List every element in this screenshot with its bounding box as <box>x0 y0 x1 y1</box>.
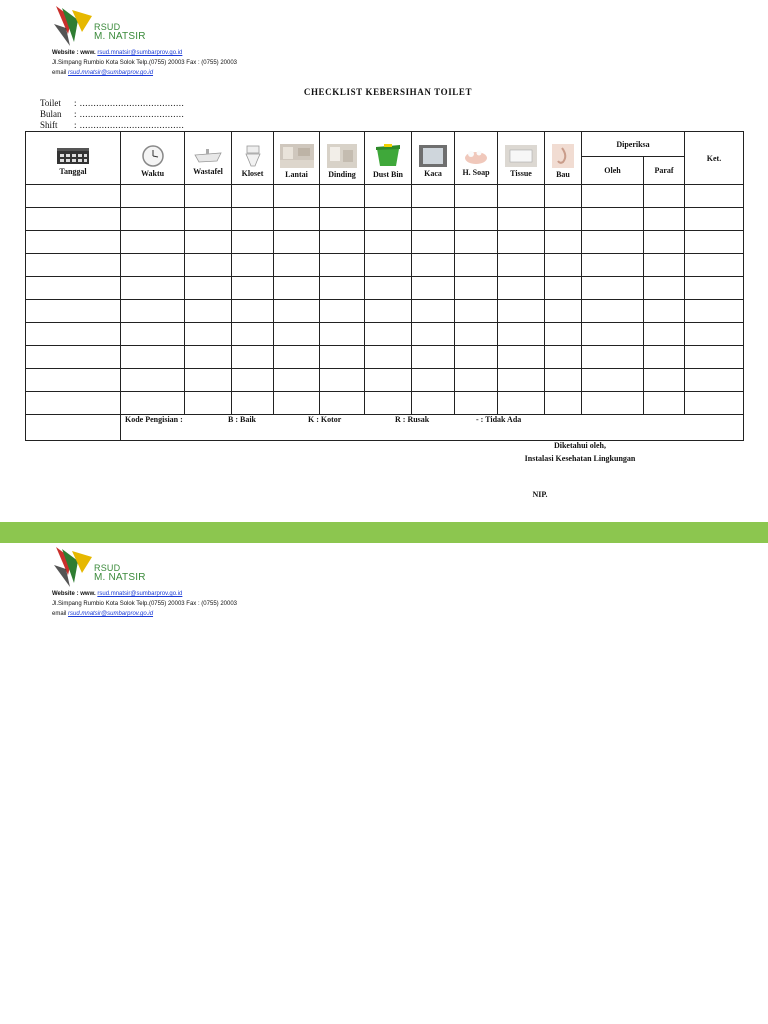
legend-blank-cell <box>26 415 121 441</box>
table-row <box>26 392 744 415</box>
col-dinding: Dinding <box>320 132 365 185</box>
logo <box>52 4 352 48</box>
form-title: CHECKLIST KEBERSIHAN TOILET <box>303 87 473 97</box>
legend-tidak-ada: - : Tidak Ada <box>476 415 522 424</box>
col-tissue: Tissue <box>498 132 545 185</box>
legend-kotor: K : Kotor <box>308 415 342 424</box>
address-text: Jl.Simpang Rumbio Kota Solok Telp.(0755) 20003 Fax : (0755) 20003 <box>52 601 238 607</box>
address-text: Jl.Simpang Rumbio Kota Solok Telp.(0755) 20003 Fax : (0755) 20003 <box>52 60 238 66</box>
hand-soap-icon <box>463 146 489 166</box>
email-link[interactable]: rsud.mnatsir@sumbarprov.go.id <box>68 611 154 617</box>
col-ket: Ket. <box>685 132 744 185</box>
table-row <box>26 185 744 208</box>
wall-icon <box>327 144 357 168</box>
hospital-logo-icon <box>52 545 96 589</box>
website-www: www. <box>80 591 96 597</box>
sink-icon <box>193 147 223 165</box>
smell-nose-icon <box>552 144 574 168</box>
page-separator-band <box>0 522 768 543</box>
website-link[interactable]: rsud.mnatsir@sumbarprov.go.id <box>97 50 183 56</box>
table-row <box>26 277 744 300</box>
col-waktu: Waktu <box>121 132 185 185</box>
legend-cell <box>121 415 744 441</box>
calendar-icon <box>56 147 90 165</box>
contact-info <box>52 589 352 619</box>
mirror-icon <box>419 145 447 167</box>
col-oleh: Oleh <box>582 157 644 185</box>
meta-row-toilet: Toilet : ...................................... <box>40 98 185 108</box>
legend-baik: B : Baik <box>228 415 257 424</box>
logo-text <box>94 22 146 42</box>
col-lantai: Lantai <box>274 132 320 185</box>
hospital-logo-icon <box>52 4 96 48</box>
table-row <box>26 208 744 231</box>
col-paraf: Paraf <box>644 157 685 185</box>
col-hsoap: H. Soap <box>455 132 498 185</box>
logo-text <box>94 563 146 583</box>
legend-rusak: R : Rusak <box>395 415 430 424</box>
logo-line2: M. NATSIR <box>94 572 146 583</box>
website-label: Website : <box>52 591 79 597</box>
table-row <box>26 346 744 369</box>
tissue-icon <box>505 145 537 167</box>
table-row <box>26 323 744 346</box>
checklist-table <box>25 131 744 441</box>
letterhead-page2 <box>52 545 352 619</box>
email-label: email <box>52 611 67 617</box>
website-www: www. <box>80 50 96 56</box>
signature-line2: Instalasi Kesehatan Lingkungan <box>524 454 636 463</box>
email-label: email <box>52 70 67 76</box>
form-meta <box>40 98 184 131</box>
col-tanggal: Tanggal <box>26 132 121 185</box>
col-kloset: Kloset <box>232 132 274 185</box>
col-dustbin: Dust Bin <box>365 132 412 185</box>
table-row <box>26 369 744 392</box>
website-link[interactable]: rsud.mnatsir@sumbarprov.go.id <box>97 591 183 597</box>
col-bau: Bau <box>545 132 582 185</box>
table-row <box>26 300 744 323</box>
col-wastafel: Wastafel <box>185 132 232 185</box>
contact-info <box>52 48 352 78</box>
table-row <box>26 254 744 277</box>
logo-line2: M. NATSIR <box>94 31 146 42</box>
toilet-icon <box>243 145 263 167</box>
header-row <box>26 132 744 157</box>
col-kaca: Kaca <box>412 132 455 185</box>
meta-row-shift: Shift : ...................................... <box>40 120 185 130</box>
signature-line1: Diketahui oleh, <box>553 441 606 450</box>
trash-bin-icon <box>374 144 402 168</box>
logo-line1: RSUD <box>94 563 121 573</box>
letterhead <box>52 4 352 78</box>
website-label: Website : <box>52 50 79 56</box>
clock-icon <box>140 145 166 167</box>
col-diperiksa: Diperiksa <box>582 132 685 157</box>
floor-icon <box>280 144 314 168</box>
email-link[interactable]: rsud.mnatsir@sumbarprov.go.id <box>68 70 154 76</box>
logo-line1: RSUD <box>94 22 121 32</box>
meta-row-bulan: Bulan : ...................................... <box>40 109 185 119</box>
legend-label: Kode Pengisian : <box>125 415 183 424</box>
table-row <box>26 231 744 254</box>
legend-row <box>26 415 744 441</box>
logo <box>52 545 352 589</box>
signature-nip: NIP. <box>532 490 548 499</box>
